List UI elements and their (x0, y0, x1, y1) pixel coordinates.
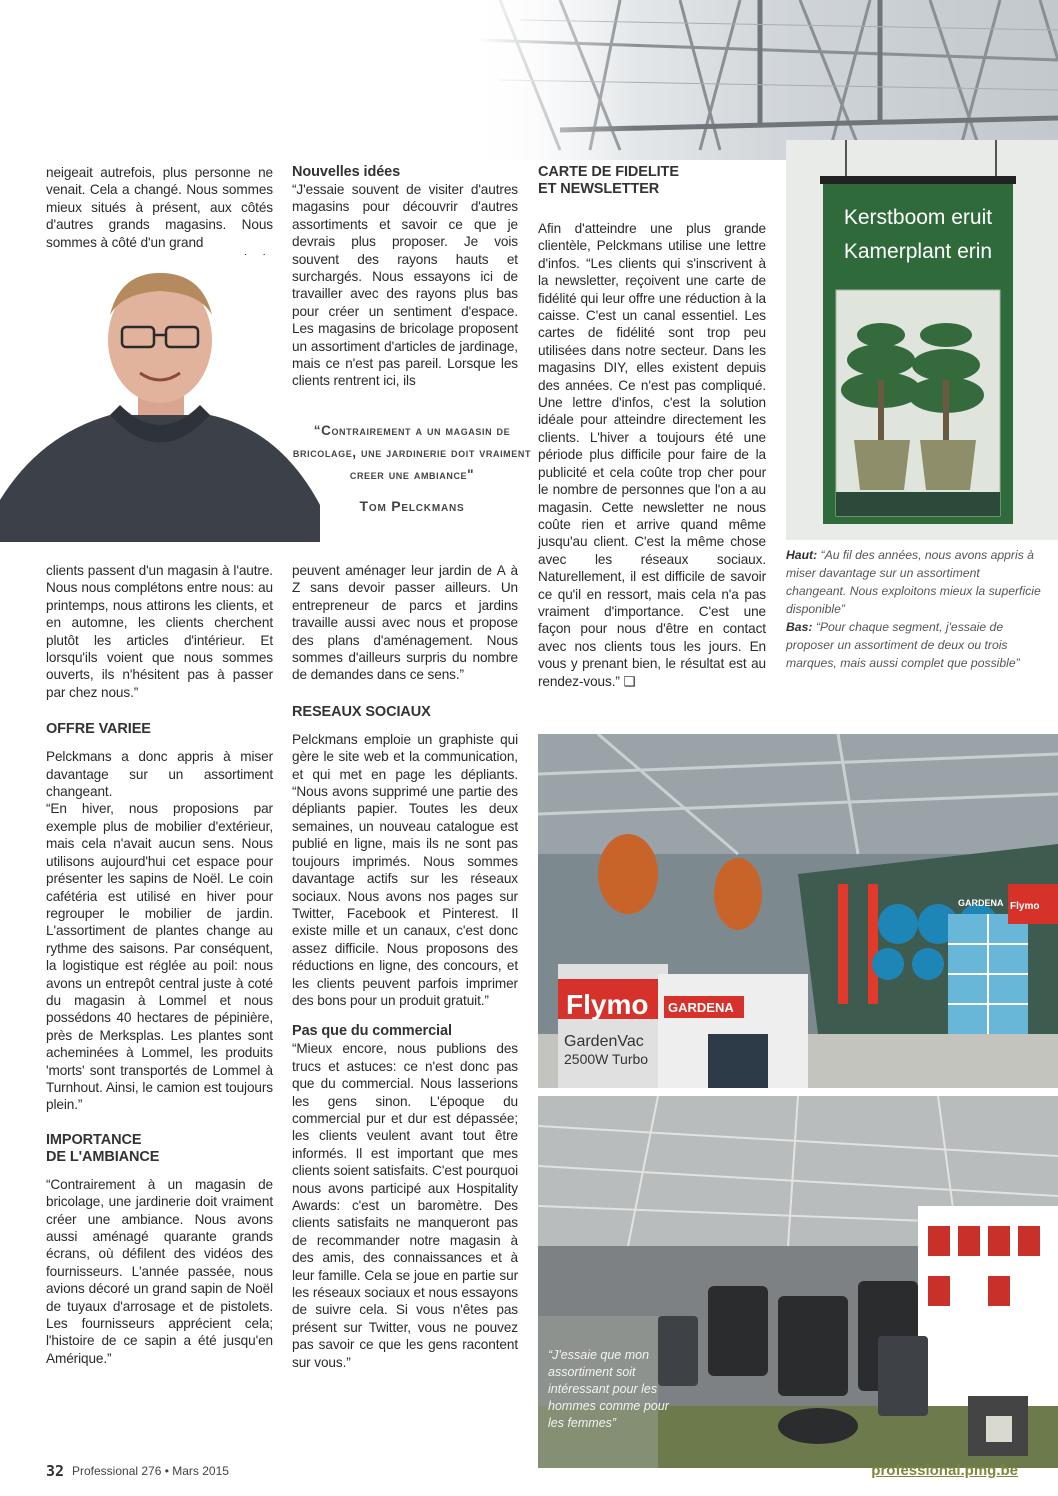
portrait-photo (0, 255, 320, 542)
website-link[interactable]: professional.pmg.be (871, 1462, 1018, 1479)
column-1-top (46, 164, 273, 251)
header-photo-greenhouse-roof (0, 0, 1058, 160)
flymo-box-label: Flymo (566, 989, 649, 1020)
turbo-label: 2500W Turbo (564, 1051, 649, 1067)
banner-photo (786, 140, 1058, 540)
store-photo-garden-tools (538, 734, 1058, 1088)
section-heading-nouvelles: Nouvelles idées (292, 164, 401, 180)
section-heading-reseaux: RESEAUX SOCIAUX (292, 703, 431, 720)
roof-structure-graphic (0, 0, 1058, 160)
section-heading-pas-que: Pas que du commercial (292, 1023, 452, 1040)
gardena-sign-label: GARDENA (958, 898, 1004, 908)
section-heading-carte-line2: ET NEWSLETTER (538, 181, 660, 197)
body-text: “Mieux encore, nous publions des trucs et astuces: ce n'est donc pas que du commercial. Nous lasserions les gens sinon. L'époque du commercial pur et dur est dépassée; les clients veulent avant tout être informés. Il est important que mes clients soient satisfaits. C'est pourquoi nous avons participé aux Hospitality Awards: c'est un baromètre. Des clients satisfaits ne manqueront pas de recommander notre magasin à des amis, des connaissances et à leur famille. Cela se joue en partie sur les réseaux sociaux et nous essayons de suivre cela. Si vous n'êtes pas présent sur Twitter, vous ne pouvez pas savoir ce que les gens racontent sur vous.” (292, 1041, 518, 1370)
section-heading-carte: CARTE DE FIDELITE (538, 164, 679, 180)
photo-caption-top (786, 546, 1041, 672)
pull-quote (292, 420, 532, 514)
gardena-box-label: GARDENA (668, 1000, 734, 1015)
body-text: “Contrairement à un magasin de bricolage, une jardinerie doit vraiment créer une ambiance. Nous avons aussi aménagé quarante grands écrans, où défilent des vidéos des fournisseurs. L'année passée, nous avions décoré un grand sapin de Noël de tuyaux d'arrosage et de pistolets. Les fournisseurs apprécient cela; l'histoire de ce sapin a été jusqu'en Amérique.” (46, 1176, 273, 1366)
banner-line-2: Kamerplant erin (843, 240, 993, 263)
caption-label-haut: Haut: (786, 548, 818, 562)
column-2-top (292, 164, 518, 390)
photo-caption-bottom: “J'essaie que mon assortiment soit intéressant pour les hommes comme pour les femmes” (548, 1348, 669, 1430)
body-text: peuvent aménager leur jardin de A à Z sans devoir passer ailleurs. Un entrepreneur de parcs et jardins travaille aussi avec nous et propose des plans d'aménagement. Nous sommes d'ailleurs surpris du nombre de demandes dans ce sens.” (292, 563, 518, 683)
page-footer (46, 1462, 1018, 1484)
publication-info: Professional 276 • Mars 2015 (72, 1464, 229, 1478)
flymo-sign-label: Flymo (1010, 901, 1040, 912)
caption-text-haut: “Au fil des années, nous avons appris à miser davantage sur un assortiment changeant. Nous exploitons mieux la superficie disponible” (786, 548, 1041, 616)
section-heading-importance-line2: DE L'AMBIANCE (46, 1148, 160, 1165)
pull-quote-author: Tom Pelckmans (359, 498, 465, 514)
column-2-lower (292, 562, 518, 1371)
body-text: Afin d'atteindre une plus grande clientèle, Pelckmans utilise une lettre d'infos. “Les clients qui s'inscrivent à la newsletter, reçoivent une carte de fidélité qui leur offre une réduction à la caisse. C'est un canal essentiel. Les cartes de fidélité sont trop peu utilisées dans notre secteur. Dans les magasins DIY, elles existent depuis des années. Ce n'est pas compliqué. Une lettre d'infos, c'est la solution idéale pour atteindre directement les clients. L'hiver a toujours été une période plus difficile pour faire de la publicité et cela coûte trop cher pour le nombre de personnes que l'on a au magasin. Cette newsletter ne nous coûte rien et arrive quand même jusqu'au client. C'est la même chose avec les réseaux sociaux. Naturellement, il est difficile de savoir ce qu'il en ressort, mais cela n'a pas vraiment d'importance. C'est une façon pour nous d'être en contact avec nos clients tous les jours. En vous y prenant bien, le résultat est au rendez-vous.” ❑ (538, 221, 766, 689)
section-heading-offre: OFFRE VARIEE (46, 721, 151, 738)
gardenvac-label: GardenVac (564, 1033, 644, 1050)
body-text: “J'essaie souvent de visiter d'autres magasins pour découvrir d'autres assortiments et savoir ce que je devrais plus proposer. Je vois souvent des rayons hauts et surchargés. Nous essayons ici de travailler avec des rayons plus bas pour créer un sentiment d'espace. Les magasins de bricolage proposent un assortiment d'articles de jardinage, mais ce n'est pas pareil. Lorsque les clients rentrent ici, ils (292, 182, 518, 389)
page-number: 32 (46, 1462, 65, 1480)
caption-text-bas: “Pour chaque segment, j'essaie de proposer un assortiment de deux ou trois marques, mais aussi complet que possible” (786, 620, 1020, 670)
column-1-lower (46, 562, 273, 1367)
banner-line-1: Kerstboom eruit (843, 206, 993, 229)
section-heading-importance: IMPORTANCE (46, 1131, 142, 1148)
pull-quote-text: “Contrairement a un magasin de bricolage, une jardinerie doit vraiment creer une ambiance" (292, 423, 532, 482)
column-3 (538, 164, 766, 690)
body-text: neigeait autrefois, plus personne ne venait. Cela a changé. Nous sommes mieux situés à présent, aux côtés d'autres grands magasins. Nous sommes à côté d'un grand (46, 165, 273, 250)
store-photo-graphic (538, 734, 1058, 1088)
portrait-graphic (0, 255, 320, 542)
body-text: “En hiver, nous proposions par exemple plus de mobilier d'extérieur, mais cela n'avait aucun sens. Nous utilisons aujourd'hui cet espace pour présenter les sapins de Noël. Le coin cafétéria est utilisé en hiver pour regrouper le mobilier de jardin. L'assortiment de plantes change au rythme des saisons. Par conséquent, la logistique est réglée au poil: nous avons un entrepôt central juste à coté du magasin à Lommel et nous possédons 40 hectares de pépinière, près de Merksplas. Les plantes sont acheminées à Lommel, les produits 'morts' sont transportés de Lommel à Turnhout. Ainsi, le camion est toujours plein.” (46, 801, 273, 1113)
body-text: Pelckmans emploie un graphiste qui gère le site web et la communication, et qui met en page les dépliants. “Nous avons supprimé une partie des dépliants papier. Toutes les deux semaines, un nouveau catalogue est publié en ligne, mais ils ne sont pas toujours imprimés. Nous sommes davantage actifs sur les réseaux sociaux. Nous avons nos pages sur Twitter, Facebook et Pinterest. Il existe mille et un canaux, c'est donc assez difficile. Nous proposons des réductions en ligne, des concours, et les clients peuvent parfois imprimer des bons pour un produit gratuit.” (292, 731, 518, 1008)
caption-label-bas: Bas: (786, 620, 813, 634)
banner-graphic (786, 140, 1058, 540)
body-text: Pelckmans a donc appris à miser davantage sur un assortiment changeant. (46, 749, 273, 800)
body-text: clients passent d'un magasin à l'autre. Nous nous complétons entre nous: au printemps, nous attirons les clients, et en automne, les clients cherchent plutôt les articles d'intérieur. Et lorsqu'ils voient que nous sommes ouverts, ils n'hésitent pas à passer par chez nous.” (46, 563, 273, 700)
